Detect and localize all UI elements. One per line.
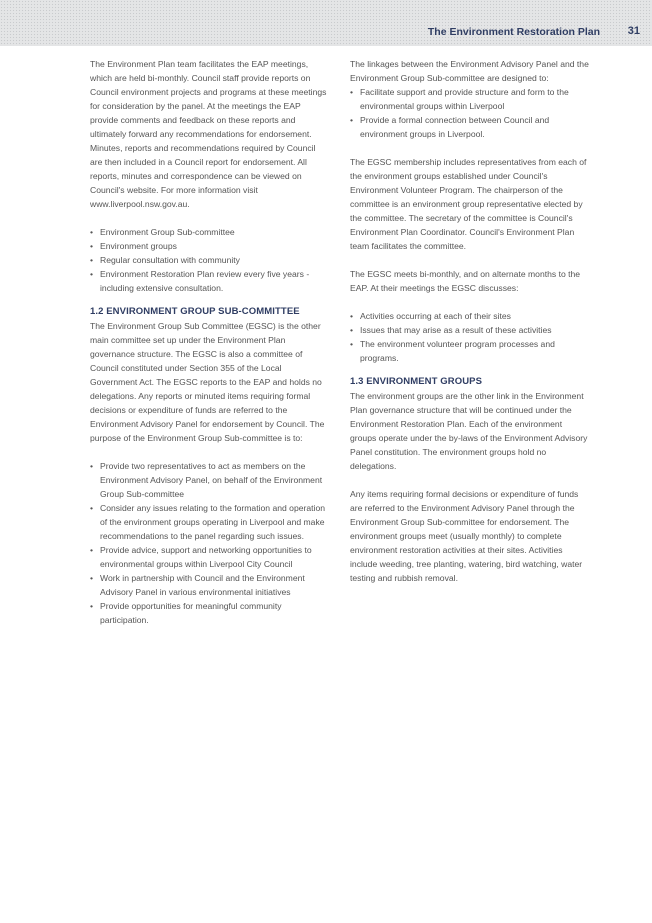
header-title: The Environment Restoration Plan [427,26,600,38]
page-number: 31 [627,25,640,37]
bullet-icon: • [90,461,94,471]
discussion-list [350,309,590,365]
bullet-icon: • [90,269,94,279]
list-item: • The environment volunteer program processes and programs. [350,339,555,363]
list-item: • Work in partnership with Council and the Environment Advisory Panel in various environmental initiatives [90,573,305,597]
egsc-purpose-list [90,459,330,627]
bullet-icon: • [350,87,354,97]
right-column [350,57,590,585]
section-heading-1-2: 1.2 ENVIRONMENT GROUP SUB-COMMITTEE [90,306,300,317]
egsc-paragraph: The Environment Group Sub Committee (EGSC) is the other main committee set up under the Environment Plan governance structure. The EGSC is also a committee of Council constituted under Section 355 of the Local Government Act. The EGSC reports to the EAP and holds no delegations. Any reports or minuted items requiring formal decisions or expenditure of funds are referred to the Environment Advisory Panel for endorsement by Council. The purpose of the Environment Group Sub-committee is to: [90,321,325,443]
list-item: • Regular consultation with community [90,255,240,265]
governance-list [90,225,330,295]
intro-paragraph: The Environment Plan team facilitates the EAP meetings, which are held bi-monthly. Council staff provide reports on Council environment projects and programs at these meetings for consideration by the panel. At the meetings the EAP provide comments and feedback on these reports and ultimately forward any recommendations for endorsement. Minutes, reports and recommendations required by Council are then included in a Council report for endorsement. All reports, minutes and correspondence can be viewed on Council's website. For more information visit www.liverpool.nsw.gov.au. [90,59,327,209]
page-header [0,0,652,46]
bullet-icon: • [350,339,354,349]
bullet-icon: • [90,255,94,265]
list-item: • Provide two representatives to act as members on the Environment Advisory Panel, on behalf of the Environment Group Sub-committee [90,461,323,499]
bullet-icon: • [90,573,94,583]
list-item: • Provide opportunities for meaningful community participation. [90,601,282,625]
meetings-paragraph: The EGSC meets bi-monthly, and on alternate months to the EAP. At their meetings the EGSC discusses: [350,269,581,293]
list-item: • Provide advice, support and networking opportunities to environmental groups within Liverpool City Council [90,545,312,569]
bullet-icon: • [90,227,94,237]
section-heading-1-3: 1.3 ENVIRONMENT GROUPS [350,376,483,387]
list-item: • Facilitate support and provide structure and form to the environmental groups within Liverpool [350,87,569,111]
bullet-icon: • [350,311,354,321]
bullet-icon: • [90,241,94,251]
linkages-paragraph: The linkages between the Environment Advisory Panel and the Environment Group Sub-committee are designed to: [350,59,589,83]
list-item: • Environment Restoration Plan review every five years - including extensive consultation. [90,269,310,293]
list-item: • Issues that may arise as a result of these activities [350,325,552,335]
bullet-icon: • [90,601,94,611]
linkages-list [350,85,590,141]
list-item: • Environment Group Sub-committee [90,227,235,237]
left-column [90,57,330,627]
list-item: • Provide a formal connection between Council and environment groups in Liverpool. [350,115,550,139]
list-item: • Activities occurring at each of their sites [350,311,511,321]
bullet-icon: • [90,545,94,555]
list-item: • Consider any issues relating to the formation and operation of the environment groups operating in Liverpool and make recommendations to the panel regarding such issues. [90,503,326,541]
bullet-icon: • [350,115,354,125]
list-item: • Environment groups [90,241,177,251]
membership-paragraph: The EGSC membership includes representatives from each of the environment groups established under Council's Environment Volunteer Program. The chairperson of the committee is an environment group representative elected by the committee. The secretary of the committee is Council's Environment Plan Coordinator. Council's Environment Plan team facilitates the committee. [350,157,587,251]
items-paragraph: Any items requiring formal decisions or expenditure of funds are referred to the Environment Advisory Panel through the Environment Group Sub-committee for endorsement. The environment groups meet (usually monthly) to complete environment restoration activities at their sites. Activities include weeding, tree planting, watering, bird watching, water testing and rubbish removal. [350,489,583,583]
groups-paragraph: The environment groups are the other link in the Environment Plan governance structure that will be continued under the Environment Restoration Plan. Each of the environment groups operate under the by-laws of the Environment Advisory Panel constitution. The environment groups hold no delegations. [350,391,588,471]
bullet-icon: • [90,503,94,513]
bullet-icon: • [350,325,354,335]
